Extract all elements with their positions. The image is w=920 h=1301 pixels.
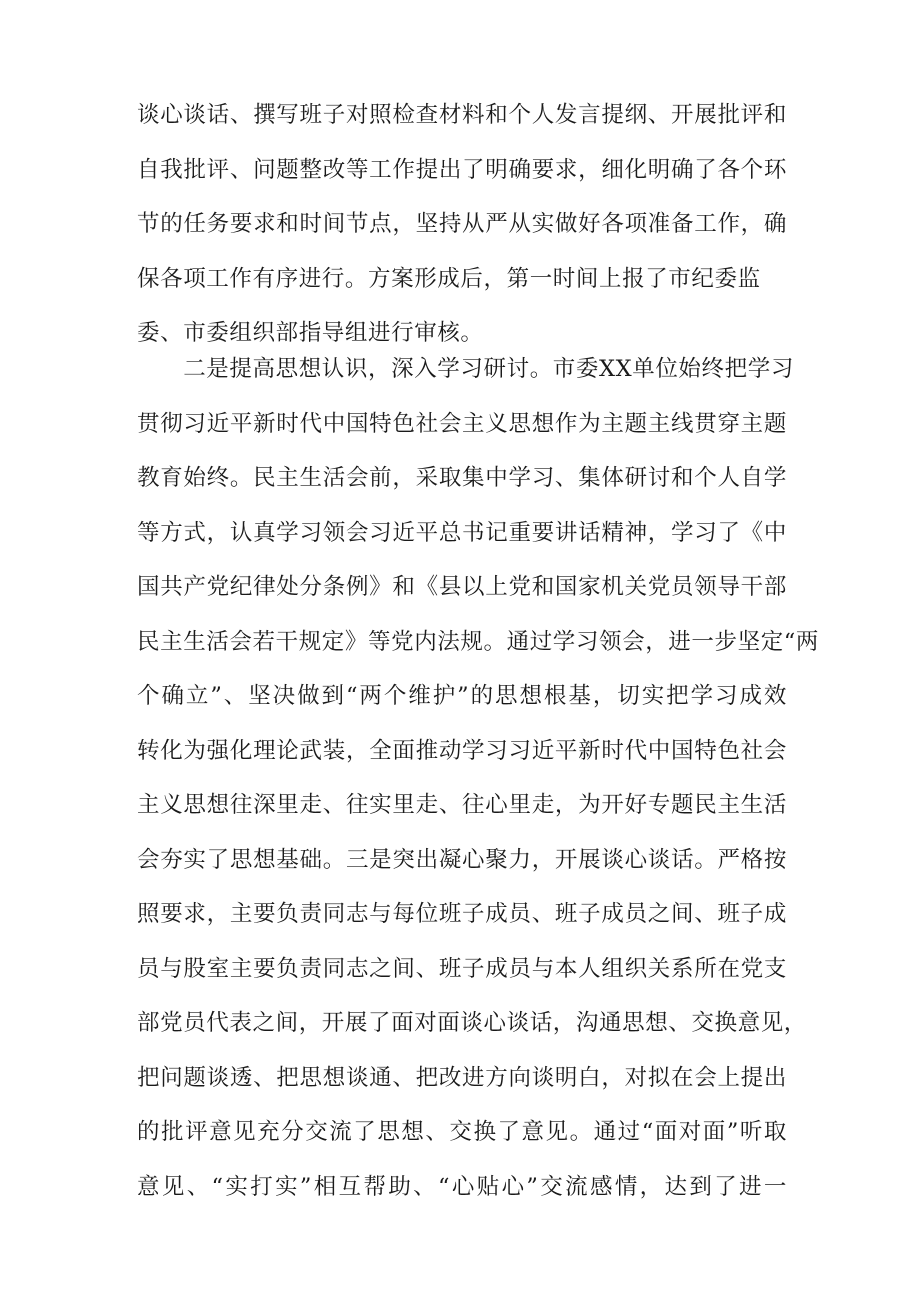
- text-line: 自我批评、问题整改等工作提出了明确要求，细化明确了各个环: [137, 156, 787, 183]
- text-line: 的批评意见充分交流了思想、交换了意见。通过“面对面”听取: [137, 1119, 787, 1145]
- text-line: 转化为强化理论武装，全面推动学习习近平新时代中国特色社会: [137, 737, 787, 764]
- text-line: 委、市委组织部指导组进行审核。: [137, 320, 484, 346]
- text-line: 员与股室主要负责同志之间、班子成员与本人组织关系所在党支: [137, 955, 787, 982]
- text-line: 部党员代表之间，开展了面对面谈心谈话，沟通思想、交换意见，: [137, 1010, 807, 1036]
- text-line: 国共产党纪律处分条例》和《县以上党和国家机关党员领导干部: [137, 574, 787, 600]
- text-line: 会夯实了思想基础。三是突出凝心聚力，开展谈心谈话。严格按: [137, 846, 787, 873]
- text-line: 保各项工作有序进行。方案形成后，第一时间上报了市纪委监: [137, 265, 761, 292]
- text-line: 二是提高思想认识，深入学习研讨。市委XX单位始终把学习: [137, 356, 794, 382]
- text-line: 照要求，主要负责同志与每位班子成员、班子成员之间、班子成: [137, 901, 787, 927]
- paragraph-2: [137, 342, 820, 1214]
- text-line: 把问题谈透、把思想谈通、把改进方向谈明白，对拟在会上提出: [137, 1064, 787, 1091]
- text-line: 节的任务要求和时间节点，坚持从严从实做好各项准备工作，确: [137, 211, 787, 237]
- text-line: 贯彻习近平新时代中国特色社会主义思想作为主题主线贯穿主题: [137, 410, 787, 437]
- text-line: 意见、“实打实”相互帮助、“心贴心”交流感情，达到了进一: [137, 1173, 787, 1200]
- text-line: 谈心谈话、撰写班子对照检查材料和个人发言提纲、开展批评和: [137, 102, 787, 128]
- text-line: 教育始终。民主生活会前，采取集中学习、集体研讨和个人自学: [137, 465, 787, 491]
- text-line: 个确立”、坚决做到“两个维护”的思想根基，切实把学习成效: [137, 683, 787, 709]
- paragraph-1: [137, 88, 787, 361]
- text-line: 民主生活会若干规定》等党内法规。通过学习领会，进一步坚定“两: [137, 628, 820, 655]
- text-line: 等方式，认真学习领会习近平总书记重要讲话精神，学习了《中: [137, 519, 787, 546]
- text-line: 主义思想往深里走、往实里走、往心里走，为开好专题民主生活: [137, 792, 787, 818]
